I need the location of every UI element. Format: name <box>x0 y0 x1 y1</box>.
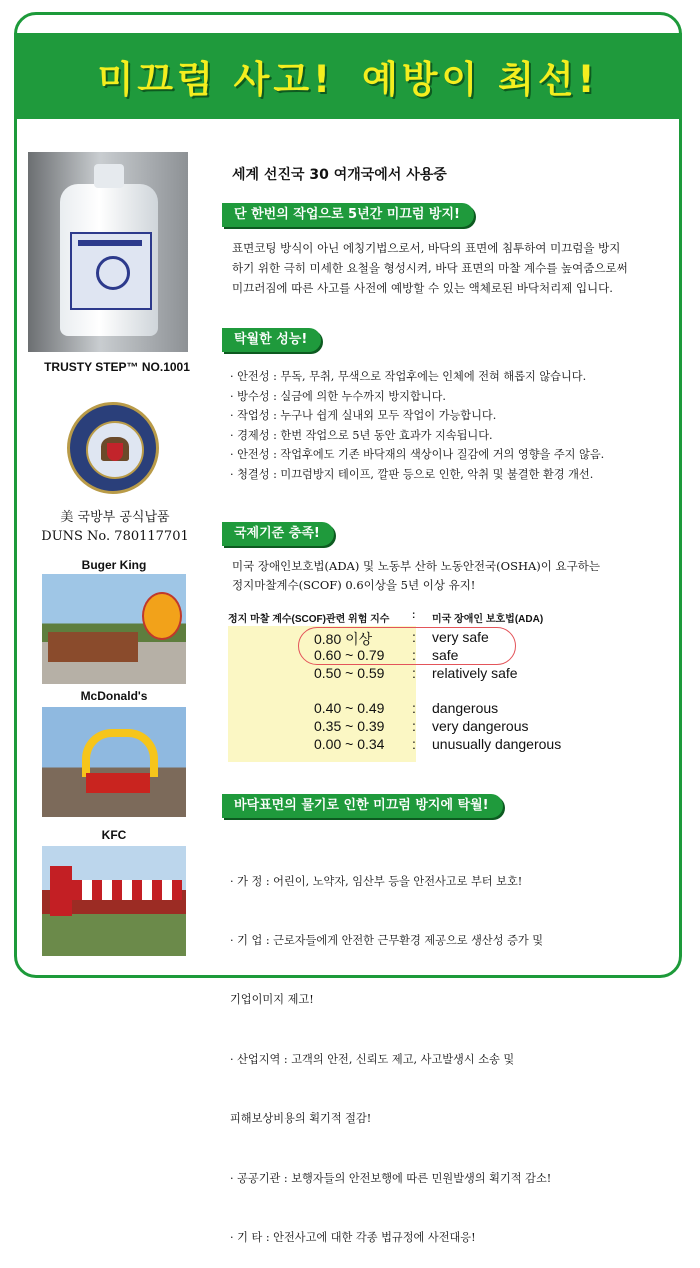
table-header-colon: : <box>412 610 416 621</box>
store-caption-mcdonalds: McDonald's <box>80 689 148 703</box>
scof-value: 0.00 ~ 0.34 <box>314 736 385 752</box>
list-item: · 안전성 : 무독, 무취, 무색으로 작업후에는 인체에 전혀 해롭지 않습니다. <box>230 370 587 383</box>
section1-line: 하기 위한 극히 미세한 요철을 형성시켜, 바닥 표면의 마찰 계수를 높여줌으로써 <box>232 261 628 275</box>
list-item: · 기 업 : 근로자들에게 안전한 근무환경 제공으로 생산성 증가 및 <box>230 933 544 947</box>
mcdonalds-photo <box>42 707 186 817</box>
scof-value: 0.60 ~ 0.79 <box>314 647 385 663</box>
kfc-photo <box>42 846 186 956</box>
list-item: 피해보상비용의 획기적 절감! <box>230 1112 372 1126</box>
section3-line: 미국 장애인보호법(ADA) 및 노동부 산하 노동안전국(OSHA)이 요구하는 <box>232 559 600 573</box>
scof-label: safe <box>432 647 459 663</box>
scof-value: 0.35 ~ 0.39 <box>314 718 385 734</box>
headline: 세계 선진국 30 여개국에서 사용중 <box>232 167 447 183</box>
store-caption-kfc: KFC <box>101 828 127 842</box>
seal-caption <box>20 508 210 546</box>
seal-caption-line2: DUNS No. 780117701 <box>41 529 189 544</box>
list-item: · 안전성 : 작업후에도 기존 바닥재의 색상이나 질감에 거의 영향을 주지 않음. <box>230 448 605 461</box>
scof-label: very dangerous <box>432 718 529 734</box>
banner-title-part1: 미끄럼 사고! <box>97 58 334 101</box>
list-item: · 기 타 : 안전사고에 대한 각종 법규정에 사전대응! <box>230 1230 476 1244</box>
section1-line: 표면코팅 방식이 아닌 에칭기법으로서, 바닥의 표면에 침투하여 미끄럼을 방지 <box>232 241 621 255</box>
banner-title-part2: 예방이 최선! <box>362 58 599 101</box>
row-colon: : <box>412 700 416 716</box>
row-colon: : <box>412 629 416 645</box>
list-item: · 공공기관 : 보행자들의 안전보행에 따른 민원발생의 획기적 감소! <box>230 1171 552 1185</box>
product-caption: TRUSTY STEP™ NO.1001 <box>44 360 190 374</box>
safe-range-highlight-oval <box>298 627 516 665</box>
section4-title: 바닥표면의 물기로 인한 미끄럼 방지에 탁월! <box>222 794 503 818</box>
seal-caption-line1: 美 국방부 공식납품 <box>60 510 170 525</box>
benefits-list <box>230 832 680 1268</box>
scof-label: dangerous <box>432 700 499 716</box>
list-item: · 방수성 : 실금에 의한 누수까지 방지합니다. <box>230 389 446 403</box>
table-row <box>228 718 588 736</box>
department-of-defense-seal <box>67 402 159 494</box>
performance-list <box>230 367 680 484</box>
section2-title: 탁월한 성능! <box>222 328 321 352</box>
table-row <box>228 700 588 718</box>
section1-body <box>232 238 672 298</box>
section3-body <box>232 557 672 595</box>
scof-value: 0.40 ~ 0.49 <box>314 700 385 716</box>
table-header-left: 정지 마찰 계수(SCOF)관련 위험 지수 <box>228 614 390 625</box>
scof-value: 0.50 ~ 0.59 <box>314 665 385 681</box>
list-item: · 가 정 : 어린이, 노약자, 임산부 등을 안전사고로 부터 보호! <box>230 874 523 888</box>
store-caption-burger-king: Buger King <box>81 558 147 572</box>
bottle-label <box>70 232 152 310</box>
list-item: · 경제성 : 한번 작업으로 5년 동안 효과가 지속됩니다. <box>230 428 493 442</box>
title-banner <box>14 33 682 119</box>
list-item: 기업이미지 제고! <box>230 993 314 1007</box>
table-header-right: 미국 장애인 보호법(ADA) <box>432 614 544 625</box>
row-colon: : <box>412 665 416 681</box>
list-item: · 산업지역 : 고객의 안전, 신뢰도 제고, 사고발생시 소송 및 <box>230 1052 515 1066</box>
section3-line: 정지마찰계수(SCOF) 0.6이상을 5년 이상 유지! <box>232 578 476 592</box>
row-colon: : <box>412 647 416 663</box>
bottle-cap <box>94 164 124 188</box>
scof-label: very safe <box>432 629 489 645</box>
table-row <box>228 736 588 754</box>
table-row <box>228 665 588 683</box>
row-colon: : <box>412 736 416 752</box>
product-bottle-photo <box>28 152 188 352</box>
burger-king-photo <box>42 574 186 684</box>
section1-title: 단 한번의 작업으로 5년간 미끄럼 방지! <box>222 203 474 227</box>
section3-title: 국제기준 충족! <box>222 522 334 546</box>
section1-line: 미끄러짐에 따른 사고를 사전에 예방할 수 있는 액체로된 바닥처리제 입니다. <box>232 281 613 295</box>
scof-value: 0.80 이상 <box>314 631 373 647</box>
row-colon: : <box>412 718 416 734</box>
scof-label: relatively safe <box>432 665 518 681</box>
list-item: · 청결성 : 미끄럼방지 테이프, 깔판 등으로 인한, 악취 및 불결한 환경 개선. <box>230 467 594 481</box>
list-item: · 작업성 : 누구나 쉽게 실내외 모두 작업이 가능합니다. <box>230 409 497 422</box>
scof-label: unusually dangerous <box>432 736 562 752</box>
